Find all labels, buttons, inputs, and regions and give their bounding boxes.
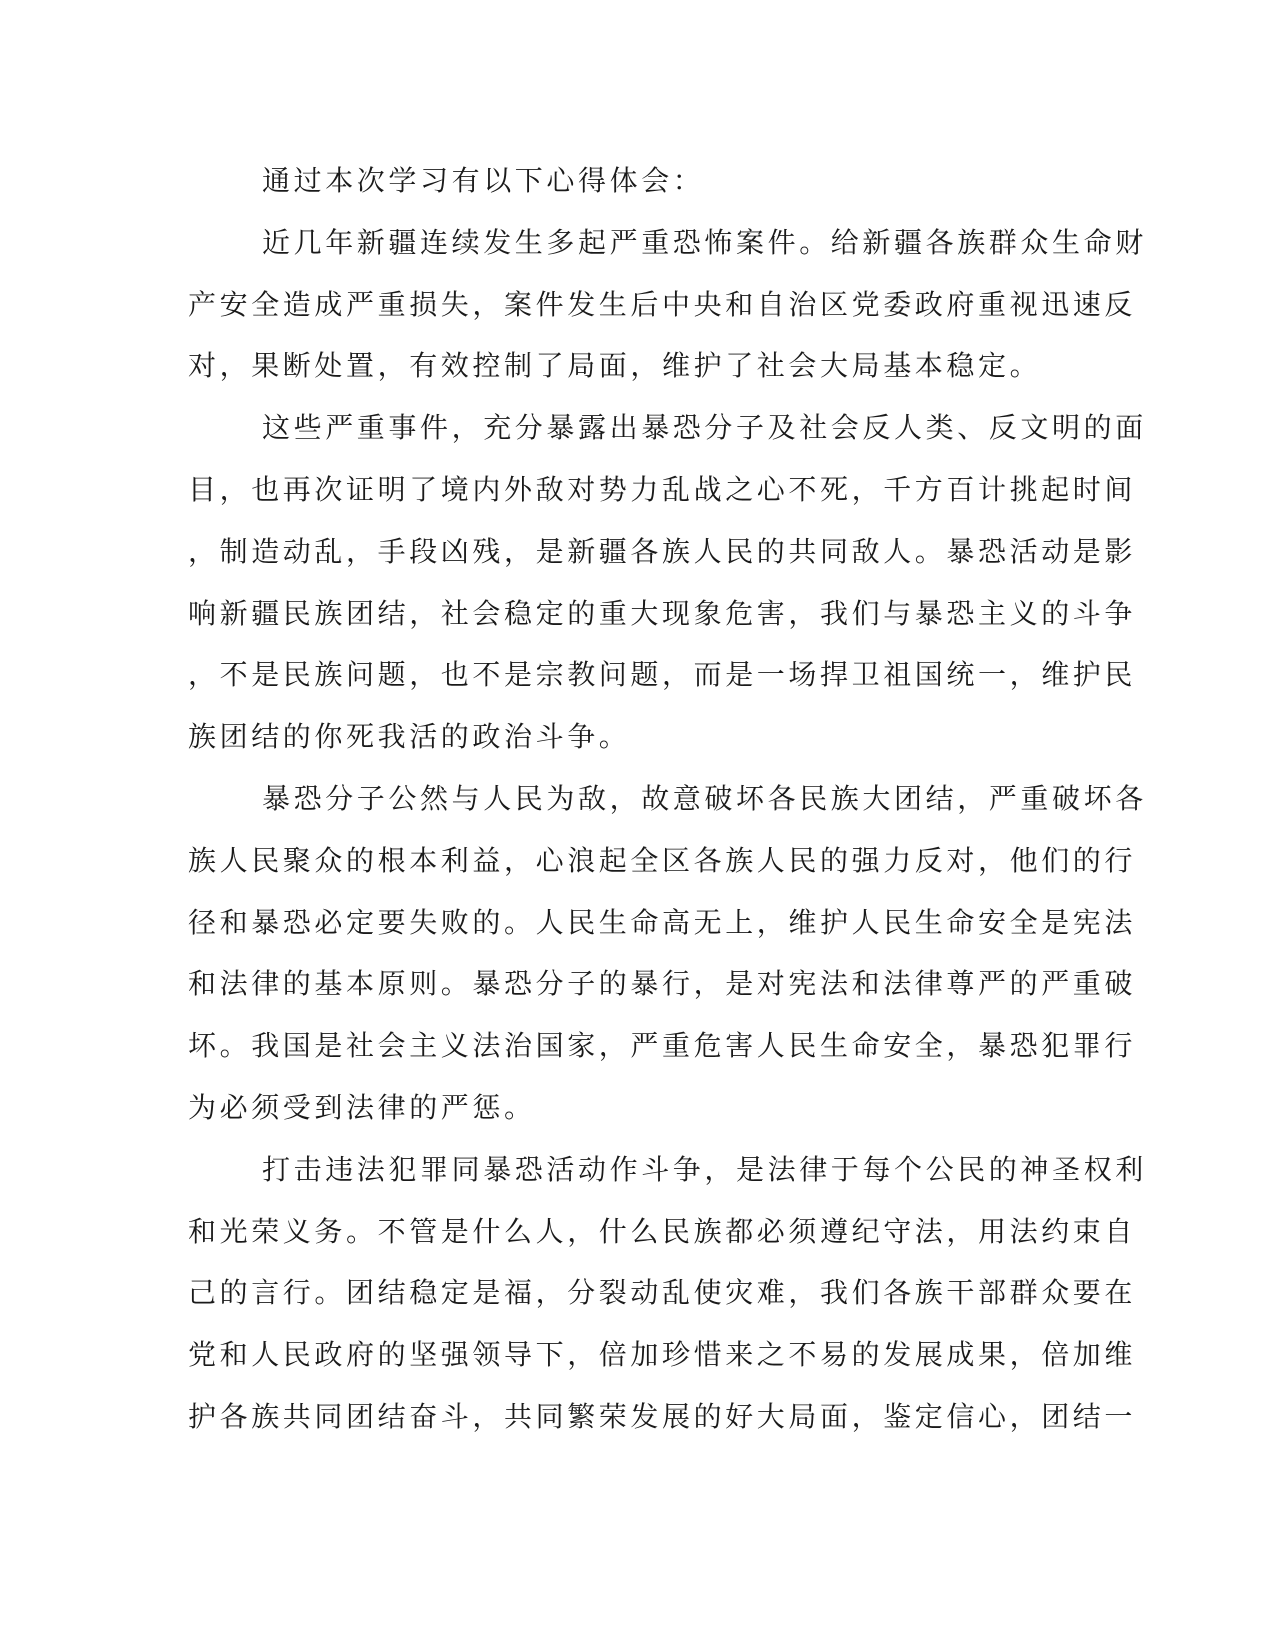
paragraph-2-line-4: 响新疆民族团结，社会稳定的重大现象危害，我们与暴恐主义的斗争 <box>188 596 1137 630</box>
paragraph-4-line-4: 党和人民政府的坚强领导下，倍加珍惜来之不易的发展成果，倍加维 <box>188 1338 1137 1372</box>
paragraph-2-line-2: 目，也再次证明了境内外敌对势力乱战之心不死，千方百计挑起时间 <box>188 472 1137 506</box>
paragraph-3-line-3: 径和暴恐必定要失败的。人民生命高无上，维护人民生命安全是宪法 <box>188 905 1137 939</box>
paragraph-4-line-2: 和光荣义务。不管是什么人，什么民族都必须遵纪守法，用法约束自 <box>188 1214 1137 1248</box>
paragraph-3-line-2: 族人民聚众的根本利益，心浪起全区各族人民的强力反对，他们的行 <box>188 843 1137 877</box>
paragraph-3-line-1: 暴恐分子公然与人民为敌，故意破坏各民族大团结，严重破坏各 <box>262 781 1147 815</box>
paragraph-3-line-4: 和法律的基本原则。暴恐分子的暴行，是对宪法和法律尊严的严重破 <box>188 967 1137 1001</box>
paragraph-1-line-1: 近几年新疆连续发生多起严重恐怖案件。给新疆各族群众生命财 <box>262 225 1147 259</box>
paragraph-1-line-3: 对，果断处置，有效控制了局面，维护了社会大局基本稳定。 <box>188 349 1042 383</box>
paragraph-4-line-5: 护各族共同团结奋斗，共同繁荣发展的好大局面，鉴定信心，团结一 <box>188 1399 1137 1433</box>
paragraph-2-line-1: 这些严重事件，充分暴露出暴恐分子及社会反人类、反文明的面 <box>262 411 1147 445</box>
paragraph-1-line-2: 产安全造成严重损失，案件发生后中央和自治区党委政府重视迅速反 <box>188 287 1137 321</box>
paragraph-2-line-6: 族团结的你死我活的政治斗争。 <box>188 720 631 754</box>
paragraph-3-line-6: 为必须受到法律的严惩。 <box>188 1090 536 1124</box>
paragraph-2-line-3: ，制造动乱，手段凶残，是新疆各族人民的共同敌人。暴恐活动是影 <box>188 534 1137 568</box>
paragraph-2-line-5: ，不是民族问题，也不是宗教问题，而是一场捍卫祖国统一，维护民 <box>188 658 1137 692</box>
intro-line: 通过本次学习有以下心得体会： <box>262 164 705 197</box>
paragraph-3-line-5: 坏。我国是社会主义法治国家，严重危害人民生命安全，暴恐犯罪行 <box>188 1029 1137 1063</box>
paragraph-4-line-1: 打击违法犯罪同暴恐活动作斗争，是法律于每个公民的神圣权利 <box>262 1152 1147 1186</box>
paragraph-4-line-3: 己的言行。团结稳定是福，分裂动乱使灾难，我们各族干部群众要在 <box>188 1276 1137 1310</box>
document-body <box>188 150 1147 1448</box>
